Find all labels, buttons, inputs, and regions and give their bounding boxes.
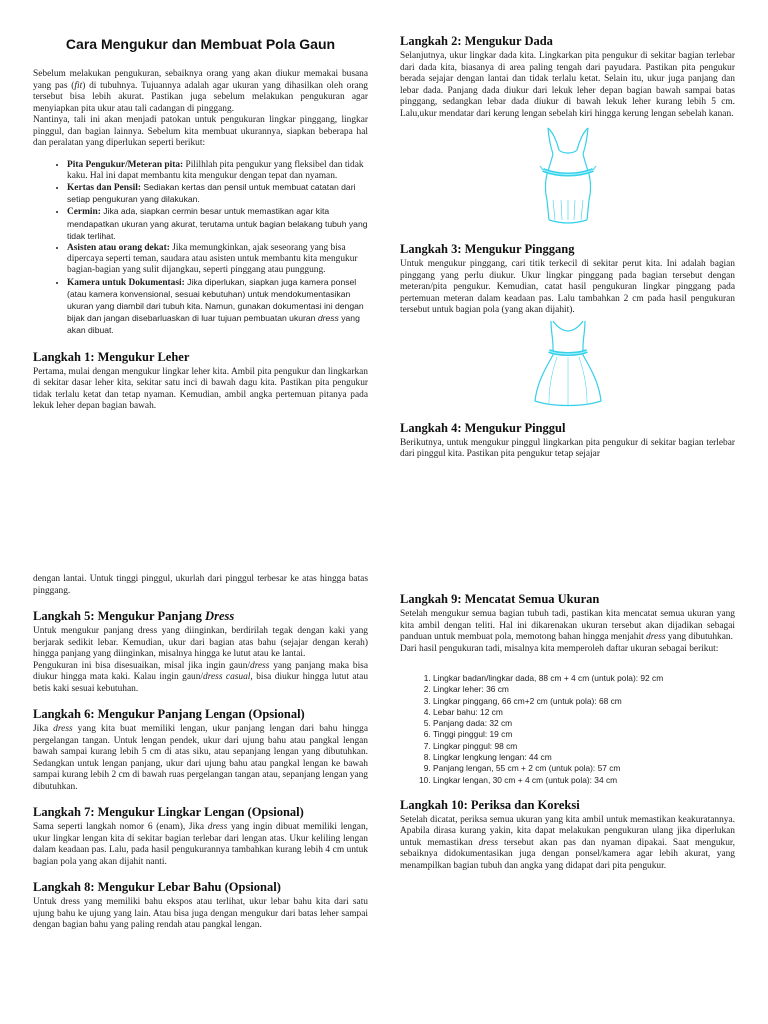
step10-text-a: Setelah dicatat, periksa semua ukuran yang kita ambil untuk memastikan keakuratannya. Apabila dirasa kurang yakin, kita dapat melakukan pengukuran ulang jika diperlukan untuk memastikan [400,814,735,848]
dress-waist-figure [513,317,623,409]
sizes-list-item: 9. Panjang lengan, 55 cm + 2 cm (untuk pola): 57 cm [433,763,735,774]
page2-right-column [400,592,735,872]
intro-fit-italic: fit [74,80,83,91]
step6-text [33,724,368,793]
spacer [33,597,368,609]
tool-desc-end: yang akan dibuat. [67,313,360,336]
intro-text-b: ) di tubuhnya. Tujuannya adalah agar ukuran yang dihasilkan oleh orang tersebut bisa lebih akurat. Pastikan juga sebelum melakukan pengukuran agar menyiapkan pita ukur atau tali cadangan di pinggang. [33,80,368,114]
bodice-chest-figure [513,120,623,230]
step8-text: Untuk dress yang memiliki bahu ekspos atau terlihat, ukur lebar bahu kita dari satu ujung bahu ke ujung yang lain. Atau bisa juga dengan mengukur dari batas leher sampai dengan bagian bahu yang paling rendah atau pangkal lengan. [33,897,368,930]
step3-text: Untuk mengukur pinggang, cari titik terkecil di sekitar perut kita. Ini adalah bagian pinggang yang perlu diukur. Ukur lingkar pinggang pada bagian tersebut dengan meteran/pita pengukur. Kemudian, catat hasil pengukuran lingkar pinggang pada pertemuan meteran dalam keadaan pas. Lalu tambahkan 2 cm pada hasil pengukuran tersebut untuk bagian pola (yang akan dijahit). [400,259,735,315]
spacer [33,338,368,350]
page2-left-column [33,574,368,932]
step8-heading: Langkah 8: Mengukur Lebar Bahu (Opsional) [33,880,281,894]
tool-desc: Jika ada, siapkan cermin besar untuk memastikan agar kita mendapatkan ukuran yang akurat, terutama untuk bagian belakang tubuh yang tidak terlihat. [67,206,368,241]
document-title: Cara Mengukur dan Membuat Pola Gaun [65,36,336,52]
step9-italic: dress [646,632,666,642]
tool-name: Asisten atau orang dekat: [67,242,170,253]
step7-italic: dress [207,822,228,832]
step5-italic-1: dress [250,660,270,671]
step7-text-a: Sama seperti langkah nomor 6 (enam), Jika [33,822,208,832]
step7-text [33,822,368,868]
tool-desc-italic: dress [317,313,339,324]
spacer [33,868,368,880]
step9-text-1 [400,609,735,644]
tool-desc: Jika memungkinkan, ajak seseorang yang bisa dipercaya seperti teman, saudara atau asisten untuk membantu kita mengukur bagian-bagian yang sulit dijangkau, seperti pinggang atau punggung. [67,242,358,276]
step7-heading: Langkah 7: Mengukur Lingkar Lengan (Opsional) [33,805,304,819]
sizes-list-item: 10. Lingkar lengan, 30 cm + 4 cm (untuk pola): 34 cm [433,775,735,786]
step9-text-b: yang dibutuhkan. [665,632,733,642]
tool-name: Pita Pengukur/Meteran pita: [67,159,184,170]
step9-text-a: Setelah mengukur semua bagian tubuh tadi, pastikan kita mencatat semua ukuran yang kita ambil dengan teliti. Hal ini dikarenakan ukuran tersebut akan dijadikan sebagai panduan untuk membuat pola, memotong bahan hingga menjahit [400,609,735,642]
tools-list-item [67,182,368,206]
intro-paragraph-1 [33,69,368,115]
tools-list [33,160,368,338]
step9-text-2: Dari hasil pengukuran tadi, misalnya kita memperoleh daftar ukuran sebagai berikut: [400,643,719,654]
step5-text-2 [33,661,368,696]
tools-list-item [67,160,368,182]
spacer [33,793,368,805]
spacer [33,695,368,707]
step5-text-1: Untuk mengukur panjang dress yang diinginkan, berdirilah tegak dengan kaki yang berjarak sedikit lebar. Kemudian, ukur dari bagian atas bahu (sejajar dengan kerah) hingga panjang yang diinginkan, misalnya hingga ke lutut atau ke lantai. [33,626,368,659]
step5-text-c: , bisa diukur hingga lutut atau betis kaki sesuai kebutuhan. [33,672,368,694]
tool-desc: Pililhlah pita pengukur yang fleksibel dan tidak kaku. Hal ini dapat membantu kita mengukur dengan tepat dan nyaman. [67,159,364,181]
sizes-list-item: 8. Lingkar lengkung lengan: 44 cm [433,752,735,763]
tools-list-item [67,206,368,243]
step1-heading: Langkah 1: Mengukur Leher [33,349,190,364]
step6-heading: Langkah 6: Mengukur Panjang Lengan (Opsional) [33,707,305,721]
step10-text-b: tersebut akan pas dan nyaman dipakai. Saat mengukur, sebaiknya didokumentasikan juga dengan ponsel/kamera agar lebih akurat, yang menampilkan bagian tubuh dan angka yang didapat dari pita pengukur. [400,837,735,871]
step4-heading: Langkah 4: Mengukur Pinggul [400,420,566,435]
step6-text-a: Jika [33,724,54,734]
spacer [400,786,735,798]
tools-list-item [67,243,368,277]
page1-left-column [33,34,368,413]
spacer [400,230,735,242]
tool-desc: Jika diperlukan, siapkan juga kamera ponsel (atau kamera konvensional, sesuai kebutuhan) untuk mendokumentasikan ukuran yang diambil dari tubuh kita. Namun, gunakan dokumentasi ini dengan bijak dan jangan disebarluaskan di luar tujuan pembuatan ukuran [67,276,364,324]
step2-heading: Langkah 2: Mengukur Dada [400,34,553,48]
intro-text-a: Sebelum melakukan pengukuran, sebaiknya orang yang akan diukur memakai busana yang pas ( [33,69,368,91]
step3-heading: Langkah 3: Mengukur Pinggang [400,242,575,256]
intro-paragraph-2: Nantinya, tali ini akan menjadi patokan untuk pengukuran lingkar pinggang, lingkar pinggul, dan bagian lainnya. Sebelum kita membuat ukurannya, siapkan beberapa hal dan peralatan yang diperlukan seperti berikut: [33,115,368,148]
step4-continued-text: dengan lantai. Untuk tinggi pinggul, ukurlah dari pinggul terbesar ke atas hingga batas pinggang. [33,574,368,596]
step10-heading: Langkah 10: Periksa dan Koreksi [400,797,580,812]
spacer [400,409,735,421]
tool-name: Kertas dan Pensil: [67,182,141,193]
tools-list-item [67,277,368,338]
step7-text-b: yang ingin dibuat memiliki lengan, ukur lingkar lengan kita di sekitar bagian terlebar dari lengan atas. Ukur keliling lengan dalam keadaan pas. Lalu, pada hasil pengukurannya tambahkan kurang lebih 4 cm untuk bagian pola yang akan dijahit nanti. [33,822,368,867]
step6-text-b: yang kita buat memiliki lengan, ukur panjang lengan dari bahu hingga pergelangan tangan. Untuk lengan pendek, ukur dari ujung bahu atau pangkal lengan bawah sampai kurang lebih 5 cm di atas siku, atau sepanjang lengan yang dibutuhkan. Sedangkan untuk lengan panjang, ukur dari ujung bahu atau pangkal lengan ke bawah sampai kurang lebih 2 cm di bawah ruas pergelangan tangan atau, sepanjang lengan yang dibutuhkan. [33,724,368,792]
step5-heading [33,609,368,624]
step5-text-b: yang panjang maka bisa diukur hingga mata kaki. Kalau ingin gaun/ [33,660,368,682]
sizes-list-item: 1. Lingkar badan/lingkar dada, 88 cm + 4 cm (untuk pola): 92 cm [433,673,735,684]
step1-text: Pertama, mulai dengan mengukur lingkar leher kita. Ambil pita pengukur dan lingkarkan di sekitar dasar leher kita, sekitar satu inci di bawah dagu kita. Pastikan pita pengukur tidak terlalu ketat dan tetap nyaman. Kemudian, ambil angka pertemuan pitanya pada lekuk leher depan bagian bawah. [33,366,368,412]
step5-text-a: Pengukuran ini bisa disesuaikan, misal jika ingin gaun/ [33,660,250,671]
sizes-list-item: 7. Lingkar pinggul: 98 cm [433,741,735,752]
step5-heading-italic: Dress [205,609,235,623]
sizes-list-item: 4. Lebar bahu: 12 cm [433,707,735,718]
sizes-list-item: 5. Panjang dada: 32 cm [433,718,735,729]
sizes-list [400,673,735,786]
tool-name: Cermin: [67,207,101,218]
tool-desc: Sediakan kertas dan pensil untuk membuat catatan dari setiap pengukuran yang dilakukan. [67,181,356,205]
step4-text: Berikutnya, untuk mengukur pinggul lingkarkan pita pengukur di sekitar bagian terlebar dari pinggul kita. Pastikan pita pengukur tetap sejajar [400,437,735,459]
step9-heading: Langkah 9: Mencatat Semua Ukuran [400,592,600,606]
sizes-list-item: 6. Tinggi pinggul: 19 cm [433,729,735,740]
step5-italic-2: dress casual [203,672,251,682]
step5-heading-text: Langkah 5: Mengukur Panjang [33,609,206,623]
sizes-list-item: 2. Lingkar leher: 36 cm [433,684,735,695]
step10-italic: dress [478,837,499,848]
step10-text [400,815,735,873]
step2-text: Selanjutnya, ukur lingkar dada kita. Lingkarkan pita pengukur di sekitar bagian terlebar dari dada kita, biasanya di area paling tengah dari payudara. Pastikan pita pengukur berada sejajar dengan lantai dan tidak terlalu ketat. Selain itu, ukur juga panjang dan lebar dada. Panjang dada diukur dari lekuk leher depan bagian bawah sampai batas pinggang, sedangkan lebar dada diukur di bawah lekuk leher kurang lebih 5 cm. Lalu,ukur mendatar dari kerung lengan sebelah kiri hingga kerung lengan sebelah kanan. [400,51,735,119]
page1-right-column [400,34,735,461]
tool-name: Kamera untuk Dokumentasi: [67,277,185,288]
sizes-list-item: 3. Lingkar pinggang, 66 cm+2 cm (untuk pola): 68 cm [433,696,735,707]
step6-italic: dress [53,724,73,734]
